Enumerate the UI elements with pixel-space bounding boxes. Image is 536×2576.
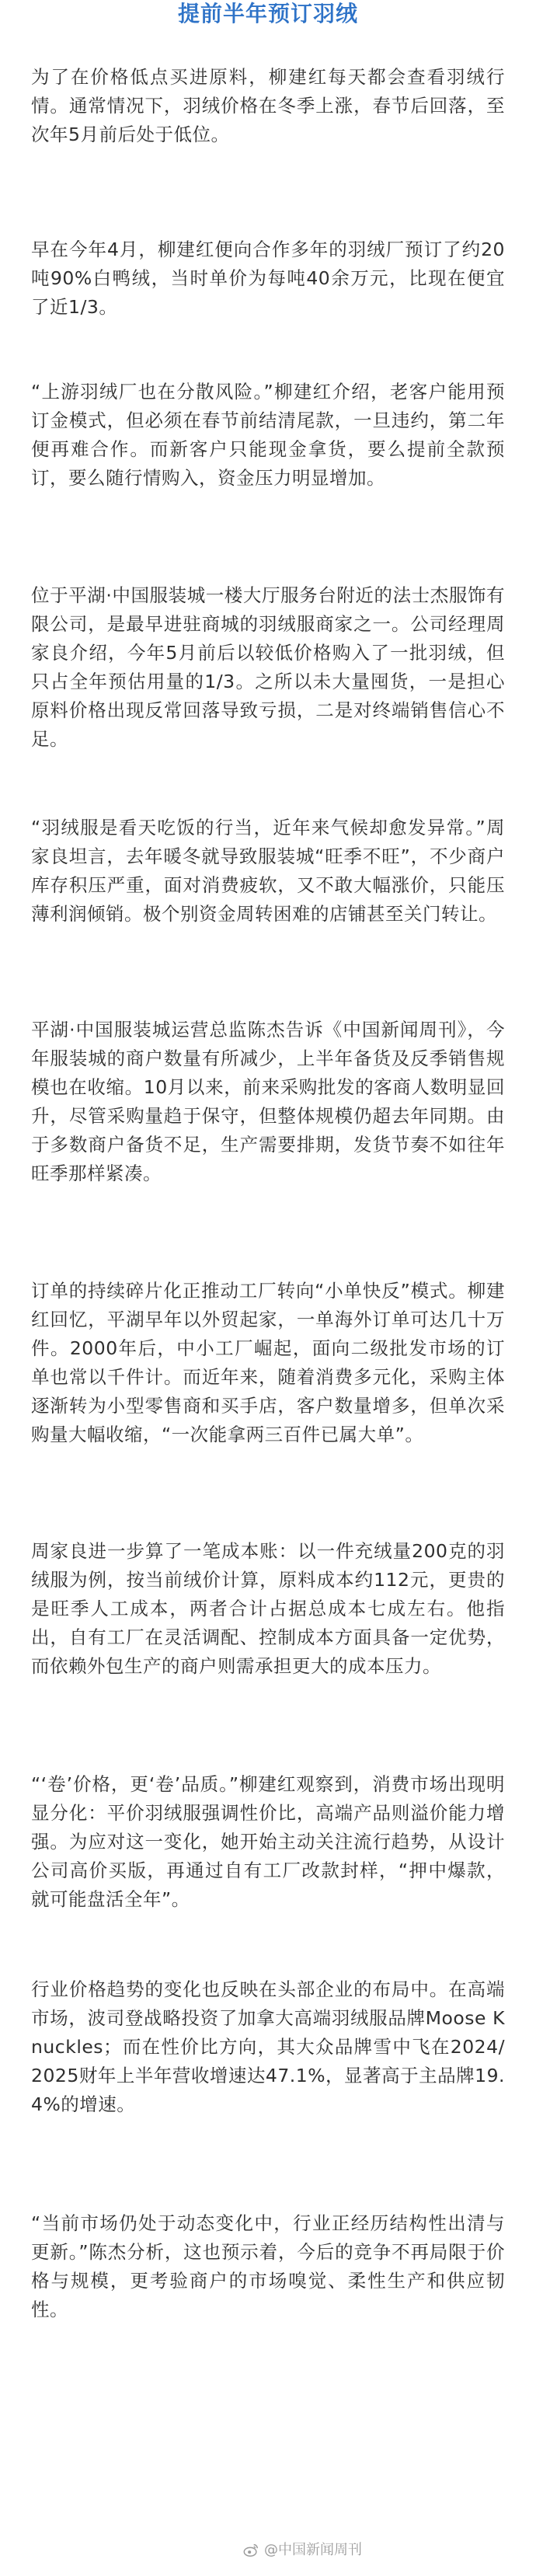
paragraph: “上游羽绒厂也在分散风险。”柳建红介绍，老客户能用预订金模式，但必须在春节前结清尾款，一旦违约，第二年便再难合作。而新客户只能现金拿货，要么提前全款预订，要么随行情购入，资金压力明显增加。 — [31, 381, 505, 489]
paragraph: 订单的持续碎片化正推动工厂转向“小单快反”模式。柳建红回忆，平湖早年以外贸起家，一单海外订单可达几十万件。2000年后，中小工厂崛起，面向二级批发市场的订单也常以千件计。而近年来，随着消费多元化，采购主体逐渐转为小型零售商和买手店，客户数量增多，但单次采购量大幅收缩，“一次能拿两三百件已属大单”。 — [31, 1280, 505, 1445]
watermark — [242, 2541, 362, 2560]
paragraph: 平湖·中国服装城运营总监陈杰告诉《中国新闻周刊》，今年服装城的商户数量有所减少，上半年备货及反季销售规模也在收缩。10月以来，前来采购批发的客商人数明显回升，尽管采购量趋于保守，但整体规模仍超去年同期。由于多数商户备货不足，生产需要排期，发货节奏不如往年旺季那样紧凑。 — [31, 1019, 505, 1184]
paragraph: 早在今年4月，柳建红便向合作多年的羽绒厂预订了约20吨90%白鸭绒，当时单价为每吨40余万元，比现在便宜了近1/3。 — [31, 239, 505, 318]
paragraph: 位于平湖·中国服装城一楼大厅服务台附近的法士杰服饰有限公司，是最早进驻商城的羽绒服商家之一。公司经理周家良介绍，今年5月前后以较低价格购入了一批羽绒，但只占全年预估用量的1/3。之所以未大量囤货，一是担心原料价格出现反常回落导致亏损，二是对终端销售信心不足。 — [31, 584, 505, 750]
watermark-text: @中国新闻周刊 — [264, 2542, 362, 2558]
weibo-icon — [242, 2542, 259, 2559]
paragraph: 周家良进一步算了一笔成本账：以一件充绒量200克的羽绒服为例，按当前绒价计算，原料成本约112元，更贵的是旺季人工成本，两者合计占据总成本七成左右。他指出，自有工厂在灵活调配、控制成本方面具备一定优势，而依赖外包生产的商户则需承担更大的成本压力。 — [31, 1540, 505, 1677]
paragraph: “当前市场仍处于动态变化中，行业正经历结构性出清与更新。”陈杰分析，这也预示着，今后的竞争不再局限于价格与规模，更考验商户的市场嗅觉、柔性生产和供应韧性。 — [31, 2212, 505, 2320]
paragraph: 行业价格趋势的变化也反映在头部企业的布局中。在高端市场，波司登战略投资了加拿大高端羽绒服品牌Moose Knuckles；而在性价比方向，其大众品牌雪中飞在2024/2025财年上半年营收增速达47.1%，显著高于主品牌19.4%的增速。 — [31, 1978, 505, 2115]
article-title: 提前半年预订羽绒 — [177, 1, 358, 26]
paragraph: 为了在价格低点买进原料，柳建红每天都会查看羽绒行情。通常情况下，羽绒价格在冬季上涨，春节后回落，至次年5月前后处于低位。 — [31, 66, 505, 145]
paragraph: “羽绒服是看天吃饭的行当，近年来气候却愈发异常。”周家良坦言，去年暖冬就导致服装城“旺季不旺”，不少商户库存积压严重，面对消费疲软，又不敢大幅涨价，只能压薄利润倾销。极个别资金周转困难的店铺甚至关门转让。 — [31, 817, 505, 925]
paragraph: “‘卷’价格，更‘卷’品质。”柳建红观察到，消费市场出现明显分化：平价羽绒服强调性价比，高端产品则溢价能力增强。为应对这一变化，她开始主动关注流行趋势，从设计公司高价买版，再通过自有工厂改款封样，“押中爆款，就可能盘活全年”。 — [31, 1773, 505, 1910]
